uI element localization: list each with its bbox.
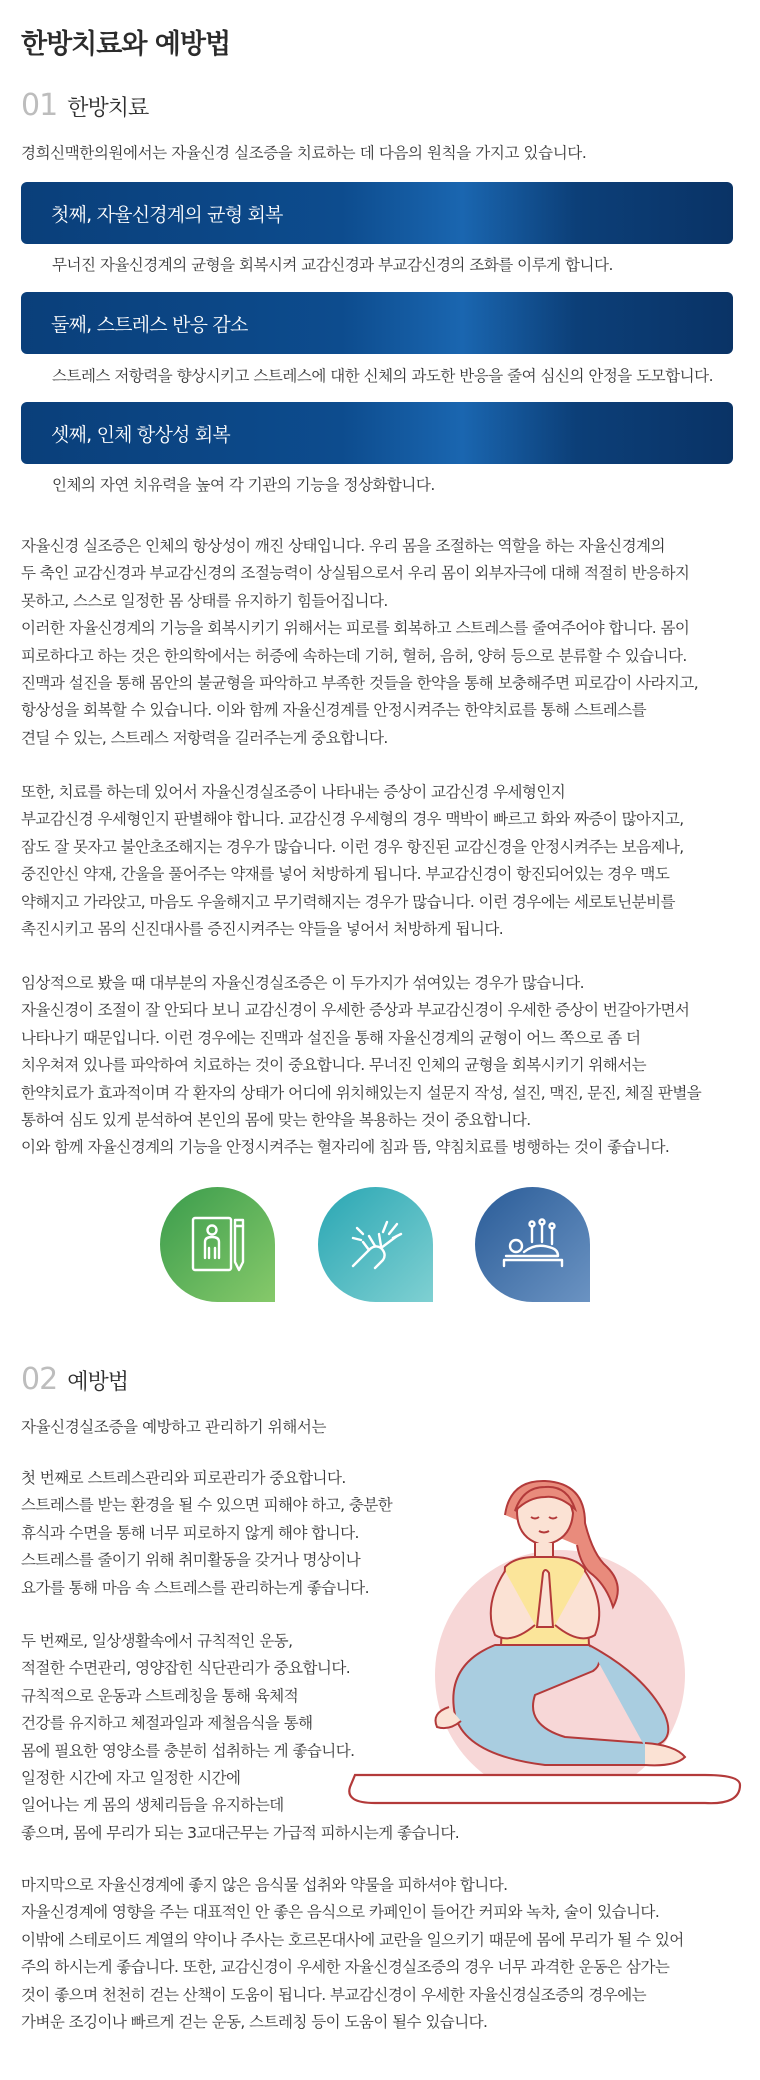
moxibustion-bed-icon [475, 1187, 590, 1302]
section2-paragraph-3 [21, 1872, 746, 2036]
text-line: 한약치료가 효과적이며 각 환자의 상태가 어디에 위치해있는지 설문지 작성, 설진, 맥진, 문진, 체질 판별을 [21, 1083, 702, 1102]
principle-bar-1 [21, 182, 733, 244]
text-line: 촉진시키고 몸의 신진대사를 증진시켜주는 약들을 넣어서 처방하게 됩니다. [21, 920, 504, 939]
text-line: 약해지고 가라앉고, 마음도 우울해지고 무기력해지는 경우가 많습니다. 이런 경우에는 세로토닌분비를 [21, 892, 675, 911]
principle-desc-3: 인체의 자연 치유력을 높여 각 기관의 기능을 정상화합니다. [52, 476, 435, 494]
text-line: 이와 함께 자율신경계의 기능을 안정시켜주는 혈자리에 침과 뜸, 약침치료를 병행하는 것이 좋습니다. [21, 1138, 670, 1157]
section1-number: 01 [21, 88, 58, 123]
principle-title-2: 둘째, 스트레스 반응 감소 [51, 313, 248, 336]
text-line: 진맥과 설진을 통해 몸안의 불균형을 파악하고 부족한 것들을 한약을 통해 보충해주면 피로감이 사라지고, [21, 674, 699, 693]
principle-title-3: 셋째, 인체 항상성 회복 [51, 423, 230, 446]
principle-desc-2: 스트레스 저항력을 향상시키고 스트레스에 대한 신체의 과도한 반응을 줄여 심신의 안정을 도모합니다. [52, 367, 713, 385]
text-line: 몸에 필요한 영양소를 충분히 섭취하는 게 좋습니다. [21, 1741, 355, 1760]
text-line: 이러한 자율신경계의 기능을 회복시키기 위해서는 피로를 회복하고 스트레스를 줄여주어야 합니다. 몸이 [21, 619, 690, 638]
text-line: 잠도 잘 못자고 불안초조해지는 경우가 많습니다. 이런 경우 항진된 교감신경을 안정시켜주는 보음제나, [21, 837, 684, 856]
text-line: 규칙적으로 운동과 스트레칭을 통해 육체적 [21, 1686, 299, 1705]
text-line: 스트레스를 줄이기 위해 취미활동을 갖거나 명상이나 [21, 1551, 361, 1570]
text-line: 자율신경이 조절이 잘 안되다 보니 교감신경이 우세한 증상과 부교감신경이 우세한 증상이 번갈아가면서 [21, 1001, 690, 1020]
section2-intro: 자율신경실조증을 예방하고 관리하기 위해서는 [21, 1418, 327, 1436]
section2-paragraph-2 [21, 1628, 746, 1847]
text-line: 일정한 시간에 자고 일정한 시간에 [21, 1769, 241, 1788]
page-title: 한방치료와 예방법 [21, 29, 231, 60]
text-line: 건강를 유지하고 체절과일과 제철음식을 통해 [21, 1714, 313, 1733]
text-line: 부교감신경 우세형인지 판별해야 합니다. 교감신경 우세형의 경우 맥박이 빠르고 화와 짜증이 많아지고, [21, 810, 684, 829]
section2-header [21, 1362, 128, 1397]
text-line: 견딜 수 있는, 스트레스 저항력을 길러주는게 중요합니다. [21, 728, 388, 747]
principle-bar-2 [21, 292, 733, 354]
text-line: 나타나기 때문입니다. 이런 경우에는 진맥과 설진을 통해 자율신경계의 균형이 어느 쪽으로 좀 더 [21, 1028, 641, 1047]
text-line: 임상적으로 봤을 때 대부분의 자율신경실조증은 이 두가지가 섞여있는 경우가 많습니다. [21, 974, 585, 992]
text-line: 항상성을 회복할 수 있습니다. 이와 함께 자율신경계를 안정시켜주는 한약치료를 통해 스트레스를 [21, 701, 647, 720]
text-line: 휴식과 수면을 통해 너무 피로하지 않게 해야 합니다. [21, 1523, 359, 1542]
text-line: 주의 하시는게 좋습니다. 또한, 교감신경이 우세한 자율신경실조증의 경우 너무 과격한 운동은 삼가는 [21, 1958, 670, 1977]
section1-intro: 경희신맥한의원에서는 자율신경 실조증을 치료하는 데 다음의 원칙을 가지고 있습니다. [21, 144, 587, 162]
section1-header [21, 88, 148, 123]
consultation-icon [160, 1187, 275, 1302]
text-line: 자율신경 실조증은 인체의 항상성이 깨진 상태입니다. 우리 몸을 조절하는 역할을 하는 자율신경계의 [21, 537, 665, 555]
section1-paragraph-3 [21, 970, 746, 1162]
section2-number: 02 [21, 1362, 58, 1397]
principle-desc-1: 무너진 자율신경계의 균형을 회복시켜 교감신경과 부교감신경의 조화를 이루게 합니다. [52, 256, 613, 274]
text-line: 이밖에 스테로이드 계열의 약이나 주사는 호르몬대사에 교란을 일으키기 때문에 몸에 무리가 될 수 있어 [21, 1930, 684, 1949]
text-line: 두 번째로, 일상생활속에서 규칙적인 운동, [21, 1632, 293, 1650]
text-line: 통하여 심도 있게 분석하여 본인의 몸에 맞는 한약을 복용하는 것이 중요합니다. [21, 1111, 531, 1130]
text-line: 스트레스를 받는 환경을 될 수 있으면 피해야 하고, 충분한 [21, 1496, 393, 1515]
text-line: 첫 번째로 스트레스관리와 피로관리가 중요합니다. [21, 1469, 346, 1487]
text-line: 좋으며, 몸에 무리가 되는 3교대근무는 가급적 피하시는게 좋습니다. [21, 1823, 460, 1842]
text-line: 또한, 치료를 하는데 있어서 자율신경실조증이 나타내는 증상이 교감신경 우세형인지 [21, 783, 566, 801]
section1-paragraph-2 [21, 779, 746, 943]
text-line: 일어나는 게 몸의 생체리듬을 유지하는데 [21, 1796, 284, 1815]
section1-paragraph-1 [21, 533, 746, 752]
text-line: 것이 좋으며 천천히 걷는 산책이 도움이 됩니다. 부교감신경이 우세한 자율신경실조증의 경우에는 [21, 1985, 647, 2004]
text-line: 요가를 통해 마음 속 스트레스를 관리하는게 좋습니다. [21, 1578, 369, 1597]
text-line: 가벼운 조깅이나 빠르게 걷는 운동, 스트레칭 등이 도움이 될수 있습니다. [21, 2013, 488, 2032]
principle-bar-3 [21, 402, 733, 464]
text-line: 피로하다고 하는 것은 한의학에서는 허증에 속하는데 기허, 혈허, 음허, 양허 등으로 분류할 수 있습니다. [21, 646, 687, 665]
acupuncture-hand-icon [318, 1187, 433, 1302]
text-line: 치우쳐져 있나를 파악하여 치료하는 것이 중요합니다. 무너진 인체의 균형을 회복시키기 위해서는 [21, 1056, 647, 1075]
text-line: 못하고, 스스로 일정한 몸 상태를 유지하기 힘들어집니다. [21, 591, 388, 610]
text-line: 적절한 수면관리, 영양잡힌 식단관리가 중요합니다. [21, 1659, 351, 1678]
text-line: 마지막으로 자율신경계에 좋지 않은 음식물 섭취와 약물을 피하셔야 합니다. [21, 1876, 508, 1894]
section2-paragraph-1 [21, 1465, 746, 1602]
text-line: 자율신경계에 영향을 주는 대표적인 안 좋은 음식으로 카페인이 들어간 커피와 녹차, 술이 있습니다. [21, 1903, 660, 1922]
section2-title: 예방법 [67, 1370, 128, 1395]
principle-title-1: 첫째, 자율신경계의 균형 회복 [51, 203, 283, 226]
section1-title: 한방치료 [67, 96, 149, 121]
text-line: 중진안신 약재, 간울을 풀어주는 약재를 넣어 처방하게 됩니다. 부교감신경이 항진되어있는 경우 맥도 [21, 865, 670, 884]
text-line: 두 축인 교감신경과 부교감신경의 조절능력이 상실됨으로서 우리 몸이 외부자극에 대해 적절히 반응하지 [21, 564, 690, 583]
